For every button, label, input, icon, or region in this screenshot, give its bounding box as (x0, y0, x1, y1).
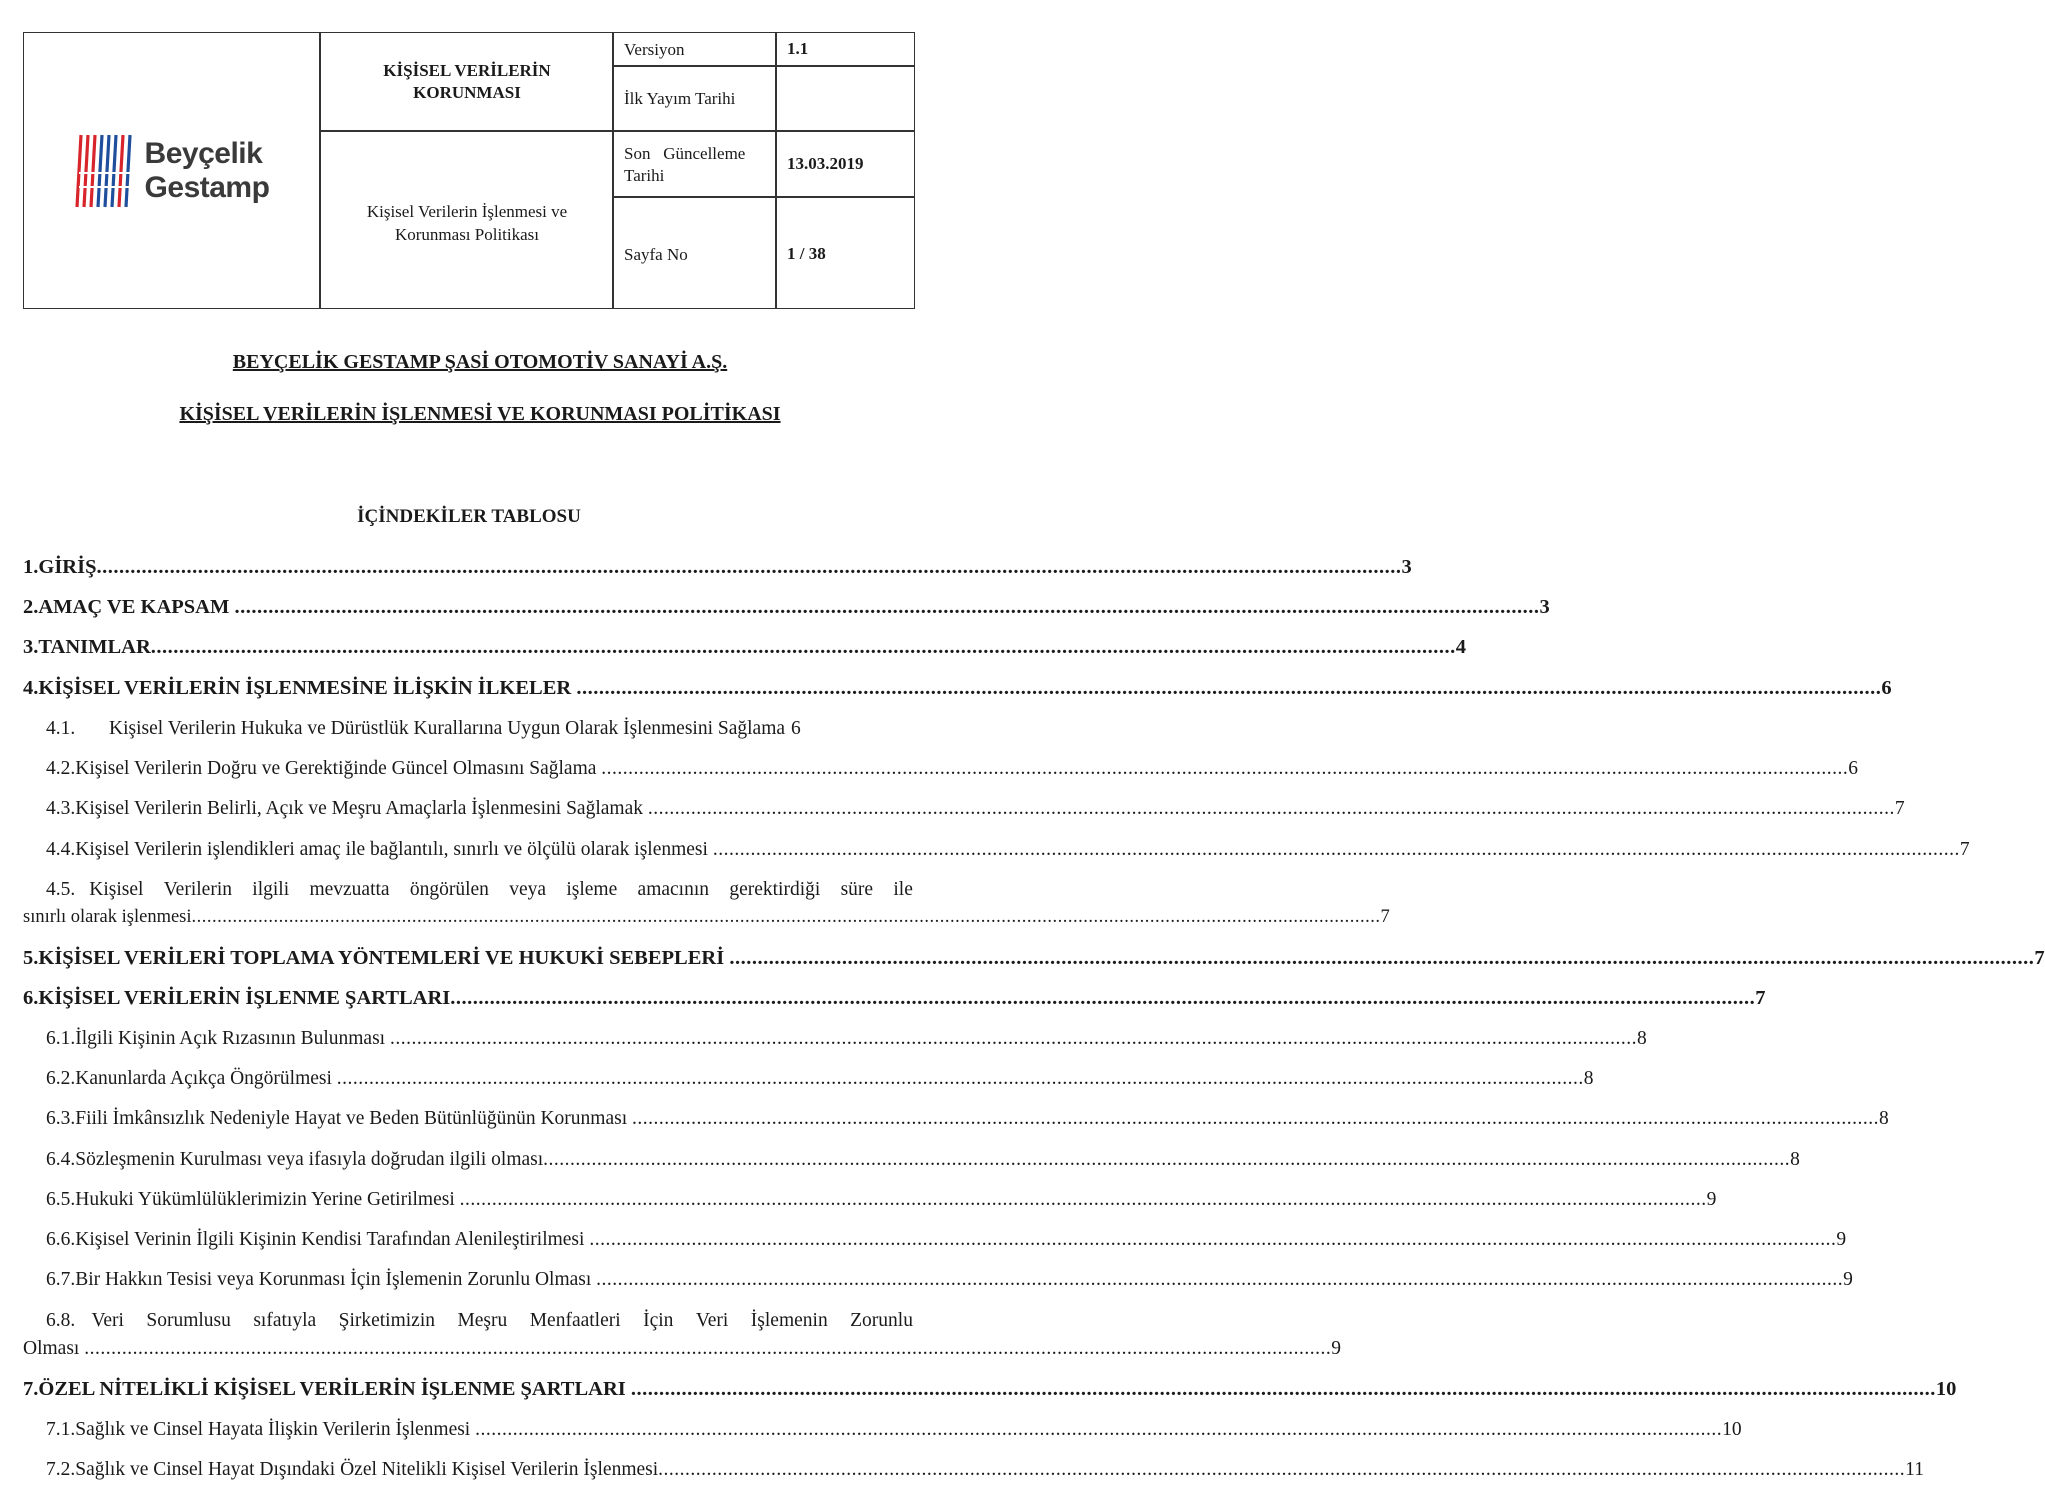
toc-entry-page: 8 (1636, 1028, 1647, 1049)
toc-entry[interactable] (23, 1378, 1957, 1401)
toc-entry-number: 7.1. (46, 1419, 76, 1440)
policy-title: KİŞİSEL VERİLERİN İŞLENMESİ VE KORUNMASI POLİTİKASI (179, 403, 781, 425)
toc-entry[interactable] (23, 596, 1550, 619)
toc-entry[interactable] (23, 947, 2045, 970)
toc-entry-wrapped-line1[interactable] (23, 879, 913, 901)
toc-word: Veri (91, 1310, 124, 1331)
toc-word: Verilerin (163, 879, 232, 900)
toc-word: amacının (637, 879, 710, 900)
toc-entry-number: 2. (23, 596, 39, 618)
last-update-label-line2: Tarihi (624, 166, 665, 185)
toc-entry-text: ÖZEL NİTELİKLİ KİŞİSEL VERİLERİN İŞLENME ŞARTLARI (38, 1378, 631, 1400)
toc-entry[interactable] (23, 556, 1412, 579)
toc-entry-text: Sağlık ve Cinsel Hayata İlişkin Verilerin İşlenmesi (75, 1419, 476, 1440)
toc-entry-text: Kişisel Verilerin işlendikleri amaç ile bağlantılı, sınırlı ve ölçülü olarak işlenmesi (75, 839, 713, 860)
toc-entry-page: 9 (1843, 1269, 1853, 1290)
document-title-line2: KORUNMASI (413, 83, 521, 102)
toc-entry-page: 8 (1583, 1068, 1594, 1089)
toc-entry[interactable] (23, 798, 1905, 820)
toc-entry[interactable] (23, 1108, 1889, 1130)
toc-entry-number: 5. (23, 947, 39, 969)
toc-entry-text: Hukuki Yükümlülüklerimizin Yerine Getirilmesi (75, 1189, 460, 1210)
toc-entry[interactable] (23, 758, 1859, 780)
toc-entry-number: 6.7. (46, 1269, 76, 1290)
toc-entry-page: 9 (1836, 1229, 1847, 1250)
toc-entry-number: 6.4. (46, 1149, 76, 1170)
toc-leader-dots (576, 677, 1881, 700)
toc-leader-dots (658, 1459, 1905, 1481)
toc-entry-page: 10 (1935, 1378, 1957, 1400)
toc-entry-number: 4.1. (46, 718, 76, 739)
toc-word: Zorunlu (850, 1310, 913, 1331)
company-title: BEYÇELİK GESTAMP ŞASİ OTOMOTİV SANAYİ A.Ş. (232, 351, 728, 373)
toc-word: veya (509, 879, 547, 900)
toc-entry[interactable] (23, 677, 1892, 700)
logo-stripes-icon (75, 133, 137, 209)
toc-entry-page: 9 (1331, 1338, 1341, 1359)
toc-entry-number: 4. (23, 677, 39, 699)
toc-entry-text: Olması (23, 1338, 85, 1359)
toc-entry[interactable] (23, 987, 1766, 1010)
toc-entry[interactable] (23, 718, 913, 740)
toc-entry-text: KİŞİSEL VERİLERİN İŞLENME ŞARTLARI (38, 987, 451, 1009)
toc-word: Meşru (457, 1310, 508, 1331)
toc-entry-page: 8 (1790, 1149, 1800, 1170)
toc-leader-dots (450, 987, 1755, 1010)
toc-leader-dots (713, 839, 1960, 861)
document-title-cell (321, 33, 613, 131)
toc-entry-page: 6 (1881, 677, 1892, 699)
toc-leader-dots (84, 1338, 1331, 1360)
document-subtitle-cell (321, 132, 613, 308)
toc-word: sıfatıyla (253, 1310, 317, 1331)
toc-entry-text: TANIMLAR (38, 636, 151, 658)
toc-entry-wrapped-line1[interactable] (23, 1310, 913, 1332)
toc-leader-dots (632, 1108, 1879, 1130)
toc-entry-page: 3 (1401, 556, 1412, 578)
toc-entry-page: 3 (1539, 596, 1550, 618)
toc-entry-page: 9 (1706, 1189, 1717, 1210)
toc-word: mevzuatta (309, 879, 390, 900)
toc-entry-page: 7 (1959, 839, 1970, 860)
toc-word: İçin (643, 1310, 674, 1331)
toc-leader-dots (460, 1189, 1707, 1211)
document-header-table (23, 32, 915, 309)
toc-word: ilgili (252, 879, 290, 900)
toc-entry-page: 7 (2034, 947, 2045, 969)
toc-entry[interactable] (23, 1269, 1853, 1291)
toc-title: İÇİNDEKİLER TABLOSU (357, 506, 581, 527)
toc-entry-wrapped-line2[interactable] (23, 907, 1390, 928)
toc-entry-number: 4.2. (46, 758, 76, 779)
toc-entry-page: 7 (1755, 987, 1766, 1009)
logo-text-line1: Beyçelik (144, 136, 263, 170)
toc-entry-text: sınırlı olarak işlenmesi (23, 907, 192, 927)
toc-entry-page: 7 (1380, 907, 1390, 927)
toc-word: ile (893, 879, 913, 900)
toc-entry-text: Bir Hakkın Tesisi veya Korunması İçin İşlemenin Zorunlu Olması (75, 1269, 597, 1290)
toc-word: Şirketimizin (338, 1310, 435, 1331)
toc-entry-page: 8 (1879, 1108, 1889, 1129)
toc-entry-text: GİRİŞ (38, 556, 97, 578)
toc-leader-dots (390, 1028, 1637, 1050)
toc-entry-number: 6.1. (46, 1028, 76, 1049)
toc-entry-number: 7.2. (46, 1459, 76, 1480)
toc-entry-number: 4.5. (46, 879, 76, 900)
toc-word: işleme (566, 879, 618, 900)
toc-word: Menfaatleri (529, 1310, 621, 1331)
toc-entry-number: 4.4. (46, 839, 76, 860)
toc-entry-number: 6.5. (46, 1189, 76, 1210)
toc-word: İşlemenin (750, 1310, 828, 1331)
logo-text-line2: Gestamp (144, 170, 270, 204)
toc-leader-dots (648, 798, 1895, 820)
toc-entry-text: Kişisel Verilerin Hukuka ve Dürüstlük Kurallarına Uygun Olarak İşlenmesini Sağlama (109, 718, 786, 739)
page-number-label: Sayfa No (624, 245, 688, 264)
toc-entry-number: 6.2. (46, 1068, 76, 1089)
page-number-value: 1 / 38 (787, 244, 826, 263)
toc-entry-wrapped-line2[interactable] (23, 1338, 1341, 1360)
toc-entry[interactable] (23, 1068, 1594, 1090)
toc-leader-dots (589, 1229, 1836, 1251)
toc-leader-dots (543, 1149, 1790, 1171)
toc-word: süre (840, 879, 874, 900)
document-subtitle-line2: Korunması Politikası (394, 225, 540, 244)
toc-entry-text: KİŞİSEL VERİLERİN İŞLENMESİNE İLİŞKİN İLKELER (38, 677, 577, 699)
toc-entry-text: Sözleşmenin Kurulması veya ifasıyla doğrudan ilgili olması (75, 1149, 544, 1170)
toc-leader-dots (729, 947, 2034, 970)
toc-entry-text: KİŞİSEL VERİLERİ TOPLAMA YÖNTEMLERİ VE HUKUKİ SEBEPLERİ (38, 947, 730, 969)
toc-entry-text: Kişisel Verilerin Belirli, Açık ve Meşru Amaçlarla İşlenmesini Sağlamak (75, 798, 648, 819)
toc-entry-number: 6.6. (46, 1229, 76, 1250)
toc-entry-text: İlgili Kişinin Açık Rızasının Bulunması (75, 1028, 390, 1049)
toc-entry[interactable] (23, 1229, 1847, 1251)
toc-entry-page: 6 (1848, 758, 1859, 779)
toc-entry-number: 6. (23, 987, 39, 1009)
toc-word: Kişisel (89, 879, 144, 900)
toc-entry-number: 6.3. (46, 1108, 76, 1129)
toc-entry[interactable] (23, 1419, 1742, 1441)
toc-leader-dots (596, 1269, 1843, 1291)
toc-entry-number: 1. (23, 556, 39, 578)
toc-entry[interactable] (23, 1028, 1647, 1050)
toc-entry-page: 10 (1722, 1419, 1742, 1440)
toc-entry-text: Kişisel Verinin İlgili Kişinin Kendisi Tarafından Alenileştirilmesi (75, 1229, 590, 1250)
toc-entry[interactable] (23, 1459, 1924, 1481)
toc-entry-number: 7. (23, 1378, 39, 1400)
toc-entry-text: Kanunlarda Açıkça Öngörülmesi (75, 1068, 337, 1089)
toc-leader-dots (601, 758, 1848, 780)
toc-entry-page: 7 (1894, 798, 1905, 819)
toc-entry-number: 3. (23, 636, 39, 658)
toc-entry[interactable] (23, 1189, 1717, 1211)
toc-entry-page: 11 (1905, 1459, 1924, 1480)
toc-word: öngörülen (409, 879, 489, 900)
toc-leader-dots (234, 596, 1539, 619)
first-publish-label: İlk Yayım Tarihi (624, 89, 736, 108)
toc-entry[interactable] (23, 1149, 1800, 1171)
version-label: Versiyon (624, 40, 685, 59)
last-update-value: 13.03.2019 (787, 154, 864, 173)
toc-leader-dots (151, 636, 1456, 659)
toc-word: Veri (695, 1310, 729, 1331)
toc-leader-dots (475, 1419, 1722, 1441)
toc-leader-dots (192, 907, 1381, 928)
toc-entry-page: 4 (1455, 636, 1466, 658)
toc-leader-dots (337, 1068, 1584, 1090)
toc-entry-text: Sağlık ve Cinsel Hayat Dışındaki Özel Nitelikli Kişisel Verilerin İşlenmesi (75, 1459, 659, 1480)
document-title-line1: KİŞİSEL VERİLERİN (383, 61, 551, 80)
toc-word: gerektirdiği (729, 879, 821, 900)
toc-leader-dots (96, 556, 1401, 579)
document-subtitle-line1: Kişisel Verilerin İşlenmesi ve (366, 202, 568, 221)
version-value: 1.1 (787, 39, 809, 58)
toc-word: Sorumlusu (146, 1310, 231, 1331)
company-logo (24, 33, 320, 308)
toc-entry-number: 4.3. (46, 798, 76, 819)
last-update-label-line1: Son Güncelleme (624, 144, 746, 163)
toc-entry[interactable] (23, 839, 1970, 861)
toc-entry-number: 6.8. (46, 1310, 76, 1331)
toc-entry-text: Kişisel Verilerin Doğru ve Gerektiğinde Güncel Olmasını Sağlama (75, 758, 602, 779)
toc-entry-text: Fiili İmkânsızlık Nedeniyle Hayat ve Beden Bütünlüğünün Korunması (75, 1108, 632, 1129)
toc-entry[interactable] (23, 636, 1466, 659)
toc-entry-text: AMAÇ VE KAPSAM (38, 596, 235, 618)
toc-entry-page: 6 (791, 718, 801, 739)
toc-leader-dots (631, 1378, 1936, 1401)
